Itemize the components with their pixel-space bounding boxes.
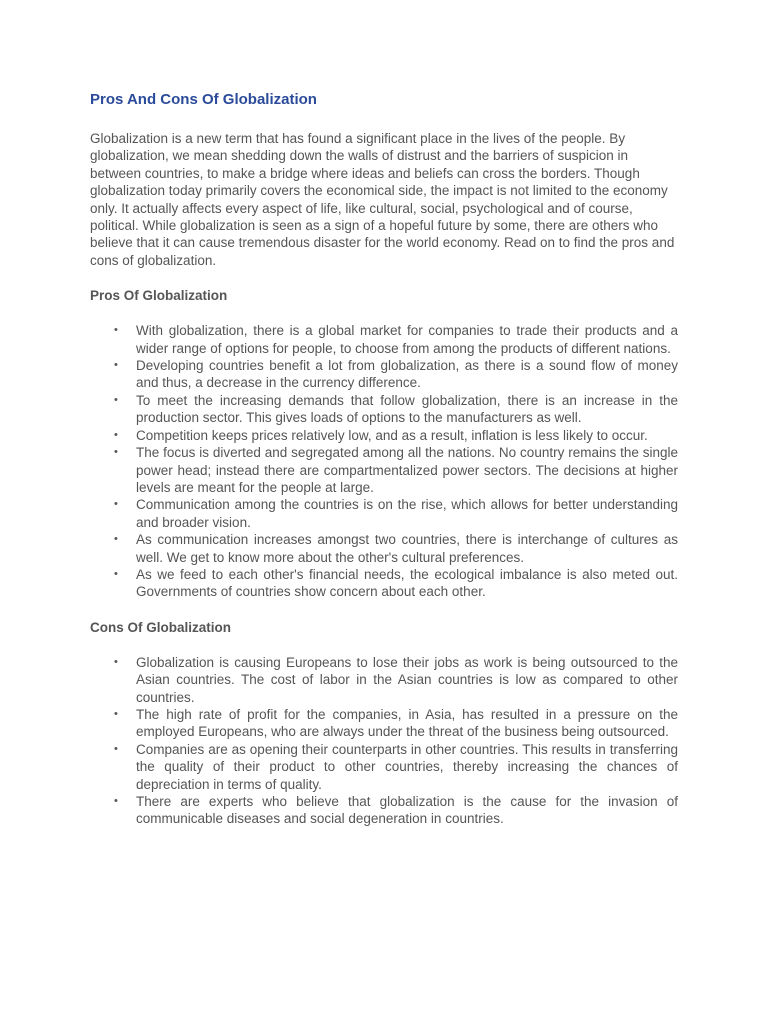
cons-heading: Cons Of Globalization [90,619,231,635]
list-item [90,706,678,741]
list-item [90,392,678,427]
page-title: Pros And Cons Of Globalization [90,91,317,108]
list-item-text: As communication increases amongst two countries, there is interchange of cultures as well. We get to know more about the other's cultural preferences. [136,532,678,565]
list-item [90,566,678,601]
list-item-text: Companies are as opening their counterparts in other countries. This results in transferring the quality of their product to other countries, thereby increasing the chances of depreciation in terms of quality. [136,741,678,792]
bullet-icon: • [114,324,118,337]
list-item [90,654,678,706]
bullet-icon: • [114,446,118,459]
list-item-text: Globalization is causing Europeans to lose their jobs as work is being outsourced to the Asian countries. The cost of labor in the Asian countries is low as compared to other countries. [136,654,678,705]
bullet-icon: • [114,707,118,720]
cons-list [90,654,678,828]
list-item [90,793,678,828]
bullet-icon: • [114,742,118,755]
list-item [90,444,678,496]
list-item-text: The high rate of profit for the companies, in Asia, has resulted in a pressure on the employed Europeans, who are always under the threat of the business being outsourced. [136,706,678,740]
document-page [90,90,678,846]
bullet-icon: • [114,533,118,546]
list-item-text: With globalization, there is a global market for companies to trade their products and a wider range of options for people, to choose from among the products of different nations. [136,323,678,356]
list-item-text: Communication among the countries is on the rise, which allows for better understanding and broader vision. [136,497,678,530]
list-item-text: Developing countries benefit a lot from globalization, as there is a sound flow of money and thus, a decrease in the currency difference. [136,358,678,391]
list-item-text: As we feed to each other's financial needs, the ecological imbalance is also meted out. Governments of countries show concern about each other. [136,566,678,600]
bullet-icon: • [114,655,118,668]
bullet-icon: • [114,498,118,511]
list-item [90,427,678,444]
bullet-icon: • [114,795,118,807]
list-item-text: To meet the increasing demands that follow globalization, there is an increase in the production sector. This gives loads of options to the manufacturers as well. [136,392,678,426]
bullet-icon: • [114,359,118,372]
intro-paragraph: Globalization is a new term that has found a significant place in the lives of the people. By globalization, we mean shedding down the walls of distrust and the barriers of suspicion in between countries, to make a bridge where ideas and beliefs can cross the borders. Though globalization today primarily covers the economical side, the impact is not limited to the economy only. It actually affects every aspect of life, like cultural, social, psychological and of course, political. While globalization is seen as a sign of a hopeful future by some, there are others who believe that it can cause tremendous disaster for the world economy. Read on to find the pros and cons of globalization. [90,131,675,268]
bullet-icon: • [114,567,118,580]
pros-list [90,322,678,601]
bullet-icon: • [114,393,118,406]
pros-heading: Pros Of Globalization [90,288,228,304]
list-item-text: Competition keeps prices relatively low, and as a result, inflation is less likely to occur. [136,427,648,443]
list-item-text: There are experts who believe that globalization is the cause for the invasion of communicable diseases and social degeneration in countries. [136,794,678,827]
bullet-icon: • [114,428,118,441]
list-item [90,741,678,793]
list-item [90,322,678,357]
list-item [90,531,678,566]
list-item [90,357,678,392]
list-item-text: The focus is diverted and segregated among all the nations. No country remains the single power head; instead there are compartmentalized power sectors. The decisions at higher levels are meant for the people at large. [136,445,678,495]
list-item [90,496,678,531]
